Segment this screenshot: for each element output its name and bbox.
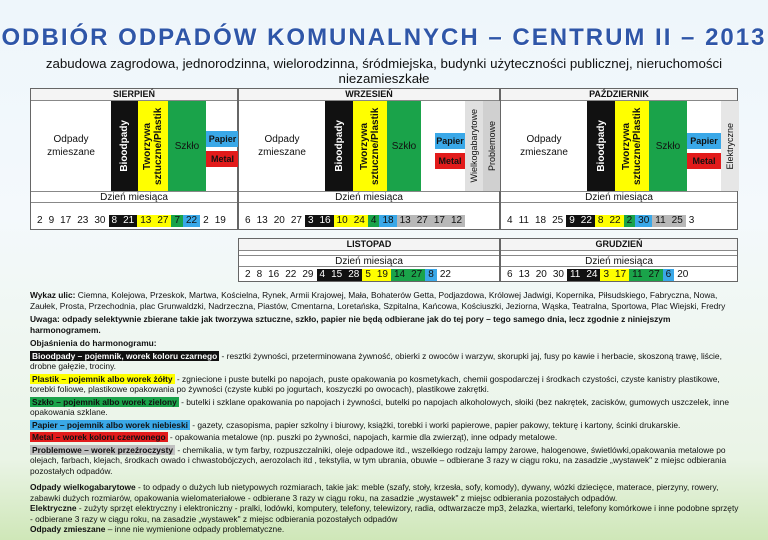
legend (30, 290, 742, 535)
metal-label: Metal (692, 156, 716, 166)
day-sierpien-1: 9 (48, 215, 55, 226)
day-listopad-0: 2 (245, 269, 251, 280)
glass-cell (168, 101, 206, 191)
day-sierpien-6: 21 (120, 215, 137, 227)
day-pazdziernik-8: 2 (624, 215, 636, 227)
legend-paper (30, 420, 742, 431)
paper-cell (206, 131, 239, 147)
metal-tag: Metal – worek koloru czerwonego (32, 432, 166, 442)
schedule-wrzesien (238, 88, 500, 230)
day-header: Dzień miesiąca (239, 255, 499, 267)
problem-label: Problemowe (486, 120, 497, 172)
schedule-sierpien (30, 88, 238, 230)
plastic-tag: Plastik – pojemnik albo worek żółty (32, 373, 173, 384)
day-grudzien-5: 24 (583, 269, 600, 281)
day-grudzien-6: 3 (600, 269, 612, 281)
plastic-cell (353, 101, 387, 191)
electric-cell (721, 101, 739, 191)
plastic-label: Tworzywa sztuczne/Plastik (142, 107, 164, 185)
day-pazdziernik-11: 25 (669, 215, 686, 227)
metal-cell (435, 153, 465, 169)
day-grudzien-4: 11 (567, 269, 583, 281)
metal-cell (687, 153, 721, 169)
metal-cell (206, 151, 239, 167)
page-subtitle: zabudowa zagrodowa, jednorodzinna, wielorodzinna, śródmiejska, budynki użyteczności publicznej, nieruchomości niezamieszkałe (45, 56, 723, 86)
day-header: Dzień miesiąca (501, 255, 737, 267)
day-wrzesien-13: 12 (448, 215, 465, 227)
day-wrzesien-10: 13 (397, 215, 414, 227)
schedule-grudzien (500, 238, 738, 282)
day-wrzesien-1: 13 (256, 215, 268, 226)
day-wrzesien-6: 10 (334, 215, 351, 227)
month-header: LISTOPAD (239, 239, 499, 251)
expl-title: Objaśnienia do harmonogramu: (30, 338, 157, 348)
streets-label: Wykaz ulic: (30, 290, 76, 300)
metal-text: - opakowania metalowe (np. puszki po żywności, napojach, karmie dla zwierząt), inne odpady metalowe. (167, 432, 558, 442)
bio-cell (587, 101, 615, 191)
day-grudzien-7: 17 (612, 269, 629, 281)
plastic-label: Tworzywa sztuczne/Plastik (621, 107, 643, 185)
day-listopad-11: 27 (408, 269, 425, 281)
electric-text: - zużyty sprzęt elektryczny i elektroniczny - pralki, lodówki, komputery, telefony, telewizory, radia, odtwarzacze mp3, żelazka, wiertarki, telefony komórkowe i inne podobne sprzęty - odbierane 3 razy w ciągu roku, na zasadzie „wystawek" z miejsc odbierania pozostałych odpadów (30, 503, 739, 524)
schedule-listopad (238, 238, 500, 282)
bulky-legend-label: Odpady wielkogabarytowe (30, 482, 136, 492)
legend-mixed (30, 524, 742, 535)
paper-cell (435, 133, 465, 149)
day-wrzesien-12: 17 (431, 215, 448, 227)
legend-plastic (30, 374, 742, 395)
day-sierpien-4: 30 (94, 215, 106, 226)
bio-cell (111, 101, 138, 191)
page-title: ODBIÓR ODPADÓW KOMUNALNYCH – CENTRUM II – 2013 (1, 24, 767, 51)
day-listopad-5: 4 (317, 269, 329, 281)
day-sierpien-7: 13 (137, 215, 154, 227)
days-row (31, 215, 237, 227)
days-row (501, 215, 737, 227)
day-pazdziernik-5: 22 (578, 215, 595, 227)
mixed-label: Odpady (264, 134, 300, 145)
month-header: SIERPIEŃ (31, 89, 237, 101)
metal-label: Metal (438, 156, 462, 166)
paper-label: Papier (436, 136, 464, 146)
glass-label: Szkło (391, 140, 417, 152)
problem-tag: Problemowe – worek przeźroczysty (32, 444, 174, 455)
mixed-legend-label: Odpady zmieszane (30, 524, 106, 534)
legend-metal (30, 432, 742, 443)
streets-text: Ciemna, Kolejowa, Przeskok, Martwa, Kościelna, Rynek, Armii Krajowej, Mała, Bohaterów Getta, Podjazdowa, Królowej Jadwigi, Kopernika, Piłsudskiego, Fabryczna, Nowa, Zaułek, Prosta, Przechodnia, plac Grunwaldzki, Nadrzeczna, Piastów, Cmentarna, Loretańska, Szpitalna, Kańcowa, Kościuszki, Jeziorna, Wąska, Teatralna, Sportowa, Plac Wiejski, Fredry (30, 290, 726, 311)
bulky-cell (465, 101, 483, 191)
bio-text: - resztki żywności, przeterminowana żywność, obierki z owoców i warzyw, skorupki jaj, fusy po kawie i herbacie, skoszoną trawę, liście, drobne gałęzie, trociny. (30, 350, 722, 371)
glass-cell (387, 101, 421, 191)
paper-label: Papier (690, 136, 718, 146)
paper-tag: Papier – pojemnik albo worek niebieski (32, 419, 188, 430)
mixed-label: zmieszane (47, 147, 95, 158)
day-wrzesien-9: 18 (379, 215, 396, 227)
metal-label: Metal (210, 154, 234, 164)
legend-problem (30, 445, 742, 477)
electric-legend-label: Elektryczne (30, 503, 77, 513)
legend-bio (30, 351, 742, 372)
plastic-cell (138, 101, 168, 191)
problem-text: - chemikalia, w tym farby, rozpuszczalniki, oleje odpadowe itd., wszelkiego rodzaju lampy żarowe, halogenowe, świetlówki,opakowania metalowe po olejach, farbach, klejach, środkach owado i chwastobójczych, aerozolach itd , tekstylia, w tym ubrania, obuwie – odbierane 3 razy w ciągu roku, na zasadzie „wystawek" z miejsc odbierania pozostałych odpadów. (30, 444, 727, 476)
streets-line (30, 290, 742, 311)
day-grudzien-1: 13 (518, 269, 530, 280)
day-pazdziernik-6: 8 (595, 215, 607, 227)
mixed-label: zmieszane (258, 147, 306, 158)
glass-label: Szkło (174, 140, 200, 152)
bio-label: Bioodpady (119, 120, 130, 172)
days-row (501, 269, 737, 281)
day-listopad-13: 22 (439, 269, 451, 280)
problem-cell (483, 101, 501, 191)
day-wrzesien-8: 4 (368, 215, 380, 227)
legend-glass (30, 397, 742, 418)
schedule-pazdziernik (500, 88, 738, 230)
paper-cell (687, 133, 721, 149)
day-header: Dzień miesiąca (501, 191, 737, 203)
day-pazdziernik-4: 9 (566, 215, 578, 227)
mixed-waste-cell (31, 101, 111, 191)
day-wrzesien-7: 24 (351, 215, 368, 227)
day-listopad-9: 19 (374, 269, 391, 281)
day-grudzien-2: 20 (535, 269, 547, 280)
day-pazdziernik-10: 11 (652, 215, 668, 227)
day-wrzesien-0: 6 (245, 215, 251, 226)
month-header: PAŹDZIERNIK (501, 89, 737, 101)
month-header: WRZESIEŃ (239, 89, 499, 101)
bulky-text: - to odpady o dużych lub nietypowych rozmiarach, takie jak: meble (szafy, stoły, krzesła, sofy, komody), dywany, wózki dziecięce, materace, pierzyny, rowery, zabawki dużych rozmiarów, opakowania wielomateriałowe - odbierane 3 razy w ciągu roku, na zasadzie „wystawek" z miejsc odbierania pozostałych odpadów. (30, 482, 719, 503)
day-sierpien-0: 2 (37, 215, 43, 226)
glass-label: Szkło (655, 140, 681, 152)
day-sierpien-10: 22 (183, 215, 200, 227)
day-wrzesien-5: 16 (317, 215, 334, 227)
day-grudzien-11: 20 (677, 269, 689, 280)
day-listopad-6: 15 (328, 269, 345, 281)
day-pazdziernik-12: 3 (688, 215, 695, 226)
mixed-label: Odpady (53, 134, 89, 145)
day-sierpien-5: 8 (109, 215, 121, 227)
day-header: Dzień miesiąca (31, 191, 237, 203)
day-listopad-12: 8 (425, 269, 437, 281)
day-wrzesien-4: 3 (305, 215, 317, 227)
plastic-cell (615, 101, 649, 191)
mixed-waste-cell (501, 101, 587, 191)
day-listopad-7: 28 (345, 269, 362, 281)
paper-label: Papier (208, 134, 237, 144)
days-row (239, 269, 499, 281)
day-pazdziernik-0: 4 (507, 215, 513, 226)
mixed-label: zmieszane (520, 147, 568, 158)
bulky-label: Wielkogabarytowe (468, 109, 479, 183)
day-listopad-3: 22 (285, 269, 297, 280)
glass-cell (649, 101, 687, 191)
day-pazdziernik-3: 25 (552, 215, 564, 226)
day-grudzien-8: 11 (629, 269, 645, 281)
day-sierpien-3: 23 (77, 215, 89, 226)
day-wrzesien-3: 27 (290, 215, 302, 226)
plastic-text: - zgniecione i puste butelki po napojach, puste opakowania po kosmetykach, chemii gospodarczej i środkach czystości, czyste kanistry plastikowe, torebki foliowe, plastikowe opakowania po żywności (czyste kubki po jogurtach, koszyczki po owocach), plastikowe zakrętki. (30, 373, 720, 394)
day-sierpien-12: 19 (214, 215, 226, 226)
day-pazdziernik-7: 22 (606, 215, 623, 227)
day-pazdziernik-2: 18 (534, 215, 547, 226)
mixed-text: – inne nie wymienione odpady problematyczne. (105, 524, 285, 534)
electric-label: Elektryczne (724, 122, 735, 170)
day-grudzien-10: 6 (663, 269, 675, 281)
legend-bulky (30, 482, 742, 503)
paper-text: - gazety, czasopisma, papier szkolny i biurowy, książki, torebki i worki papierowe, papier pakowy, tekturę i kartony, ścinki drukarskie. (189, 419, 681, 430)
mixed-label: Odpady (526, 134, 562, 145)
mixed-waste-cell (239, 101, 325, 191)
day-grudzien-0: 6 (507, 269, 513, 280)
day-wrzesien-2: 20 (273, 215, 285, 226)
day-listopad-8: 5 (362, 269, 374, 281)
bio-label: Bioodpady (595, 120, 607, 172)
bio-tag: Bioodpady – pojemnik, worek koloru czarnego (32, 350, 218, 361)
note-line: Uwaga: odpady selektywnie zbierane takie jak tworzywa sztuczne, szkło, papier nie będą odbierane jak do tej pory – tego samego dnia, lecz zgodnie z niniejszym harmonogramem. (30, 314, 671, 335)
day-sierpien-8: 27 (154, 215, 171, 227)
day-pazdziernik-9: 30 (635, 215, 652, 227)
day-listopad-2: 16 (268, 269, 280, 280)
day-grudzien-9: 27 (646, 269, 663, 281)
legend-electric (30, 503, 742, 524)
day-pazdziernik-1: 11 (518, 215, 529, 226)
glass-text: - butelki i szklane opakowania po napojach i żywności, butelki po napojach alkoholowych, słoiki (bez nakrętek, zacisków, gumowych uszczelek, inne opakowania szklane. (30, 396, 729, 417)
day-grudzien-3: 30 (552, 269, 564, 280)
plastic-label: Tworzywa sztuczne/Plastik (359, 107, 381, 185)
day-sierpien-2: 17 (60, 215, 72, 226)
bio-label: Bioodpady (333, 120, 345, 172)
days-row (239, 215, 499, 227)
day-listopad-1: 8 (256, 269, 263, 280)
day-listopad-10: 14 (391, 269, 408, 281)
glass-tag: Szkło – pojemnik albo worek zielony (32, 396, 177, 407)
month-header: GRUDZIEŃ (501, 239, 737, 251)
bio-cell (325, 101, 353, 191)
day-sierpien-9: 7 (171, 215, 183, 227)
day-wrzesien-11: 27 (414, 215, 431, 227)
day-listopad-4: 29 (302, 269, 314, 280)
day-sierpien-11: 2 (203, 215, 209, 226)
day-header: Dzień miesiąca (239, 191, 499, 203)
